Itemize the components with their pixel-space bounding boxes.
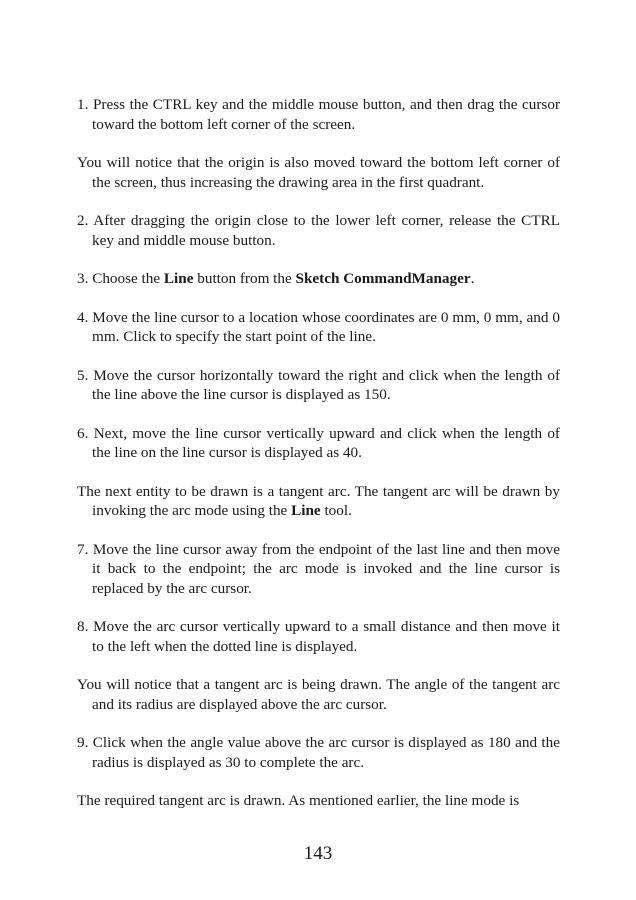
- step-7-paragraph: [77, 540, 560, 599]
- page-number: 143: [303, 843, 333, 864]
- closing-text: The required tangent arc is drawn. As mentioned earlier, the line mode is: [77, 792, 520, 809]
- origin-note-paragraph: [77, 153, 560, 192]
- arc-note-paragraph: [77, 675, 560, 714]
- step-4-text: 4. Move the line cursor to a location whose coordinates are 0 mm, 0 mm, and 0 mm. Click to specify the start point of the line.: [77, 308, 560, 345]
- step-3-paragraph: [77, 269, 560, 289]
- step-9-paragraph: [77, 733, 560, 772]
- tangent-arc-intro-paragraph: [77, 482, 560, 521]
- step-1-text: 1. Press the CTRL key and the middle mouse button, and then drag the cursor toward the bottom left corner of the screen.: [77, 96, 560, 133]
- step-2-paragraph: [77, 211, 560, 250]
- step-6-paragraph: [77, 424, 560, 463]
- sketch-commandmanager-term: Sketch CommandManager: [295, 270, 471, 287]
- step-3-text-end: .: [470, 270, 475, 287]
- step-5-text: 5. Move the cursor horizontally toward the right and click when the length of the line above the line cursor is displayed as 150.: [77, 366, 560, 403]
- page-content: [77, 95, 560, 830]
- tangent-arc-intro-text-start: The next entity to be drawn is a tangent arc. The tangent arc will be drawn by invoking the arc mode using the: [77, 482, 560, 519]
- line-tool-term: Line: [291, 502, 321, 519]
- step-8-paragraph: [77, 617, 560, 656]
- line-button-term: Line: [163, 270, 194, 287]
- step-1-paragraph: [77, 95, 560, 134]
- arc-note-text: You will notice that a tangent arc is being drawn. The angle of the tangent arc and its radius are displayed above the arc cursor.: [77, 676, 560, 713]
- step-4-paragraph: [77, 308, 560, 347]
- origin-note-text: You will notice that the origin is also moved toward the bottom left corner of the screen, thus increasing the drawing area in the first quadrant.: [77, 154, 560, 191]
- step-9-text: 9. Click when the angle value above the arc cursor is displayed as 180 and the radius is displayed as 30 to complete the arc.: [77, 734, 560, 771]
- step-6-text: 6. Next, move the line cursor vertically upward and click when the length of the line on the line cursor is displayed as 40.: [77, 424, 560, 461]
- step-7-text: 7. Move the line cursor away from the endpoint of the last line and then move it back to the endpoint; the arc mode is invoked and the line cursor is replaced by the arc cursor.: [77, 540, 560, 597]
- step-8-text: 8. Move the arc cursor vertically upward to a small distance and then move it to the left when the dotted line is displayed.: [77, 618, 560, 655]
- closing-paragraph: [77, 791, 560, 811]
- step-2-text: 2. After dragging the origin close to the lower left corner, release the CTRL key and middle mouse button.: [77, 212, 560, 249]
- tangent-arc-intro-text-end: tool.: [320, 502, 352, 519]
- step-3-text-start: 3. Choose the: [77, 270, 164, 287]
- step-3-text-middle: button from the: [193, 270, 296, 287]
- step-5-paragraph: [77, 366, 560, 405]
